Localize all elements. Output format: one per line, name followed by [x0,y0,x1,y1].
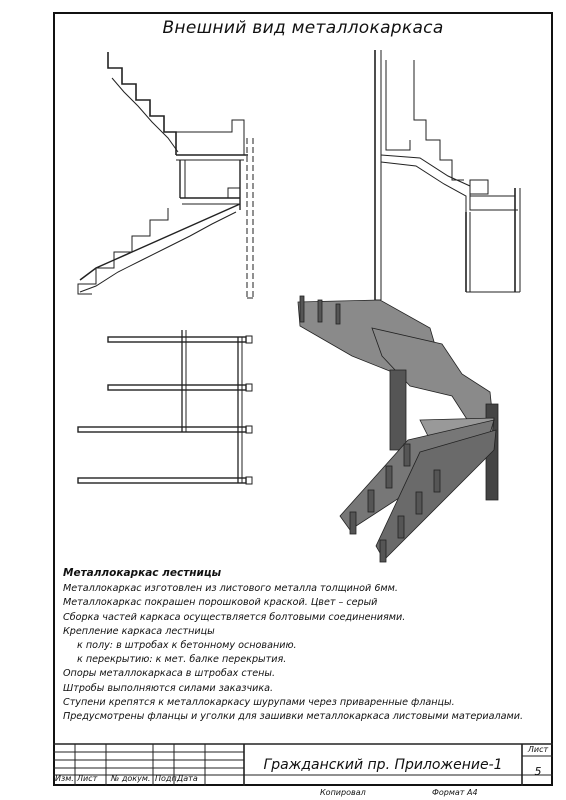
sheet-label: Лист [527,745,549,754]
col-doc: № докум. [111,774,151,783]
note-line: Ступени крепятся к металлокаркасу шурупами через приваренные фланцы. [63,696,455,708]
notes-block [63,566,548,724]
side-elevation-view [375,50,520,300]
notes-heading: Металлокаркас лестницы [63,567,222,579]
copied-label: Копировал [320,788,366,797]
note-line: Крепление каркаса лестницы [63,625,215,637]
col-date: Дата [177,774,198,783]
note-line: Сборка частей каркаса осуществляется болтовыми соединениями. [63,611,406,623]
sheet-number: 5 [534,765,542,778]
col-sign: Подп. [155,774,180,783]
note-line: Металлокаркас изготовлен из листового металла толщиной 6мм. [63,583,398,595]
plan-view [78,330,252,484]
project-name: Гражданский пр. Приложение-1 [263,757,503,773]
note-line: Предусмотрены фланцы и уголки для зашивки металлокаркаса листовыми материалами. [63,711,523,723]
col-list: Лист [77,774,98,783]
col-izm: Изм. [55,774,74,783]
note-line: Металлокаркас покрашен порошковой краской. Цвет – серый [63,597,378,609]
sheet-title: Внешний вид металлокаркаса [162,18,444,38]
note-line: к полу: в штробах к бетонному основанию. [77,640,297,652]
note-line: Штробы выполняются силами заказчика. [63,682,274,694]
note-line: к перекрытию: к мет. балке перекрытия. [77,654,287,666]
isometric-view [298,296,498,562]
note-line: Опоры металлокаркаса в штробах стены. [63,668,276,680]
front-elevation-view [78,52,253,298]
format-label: Формат А4 [432,788,478,797]
